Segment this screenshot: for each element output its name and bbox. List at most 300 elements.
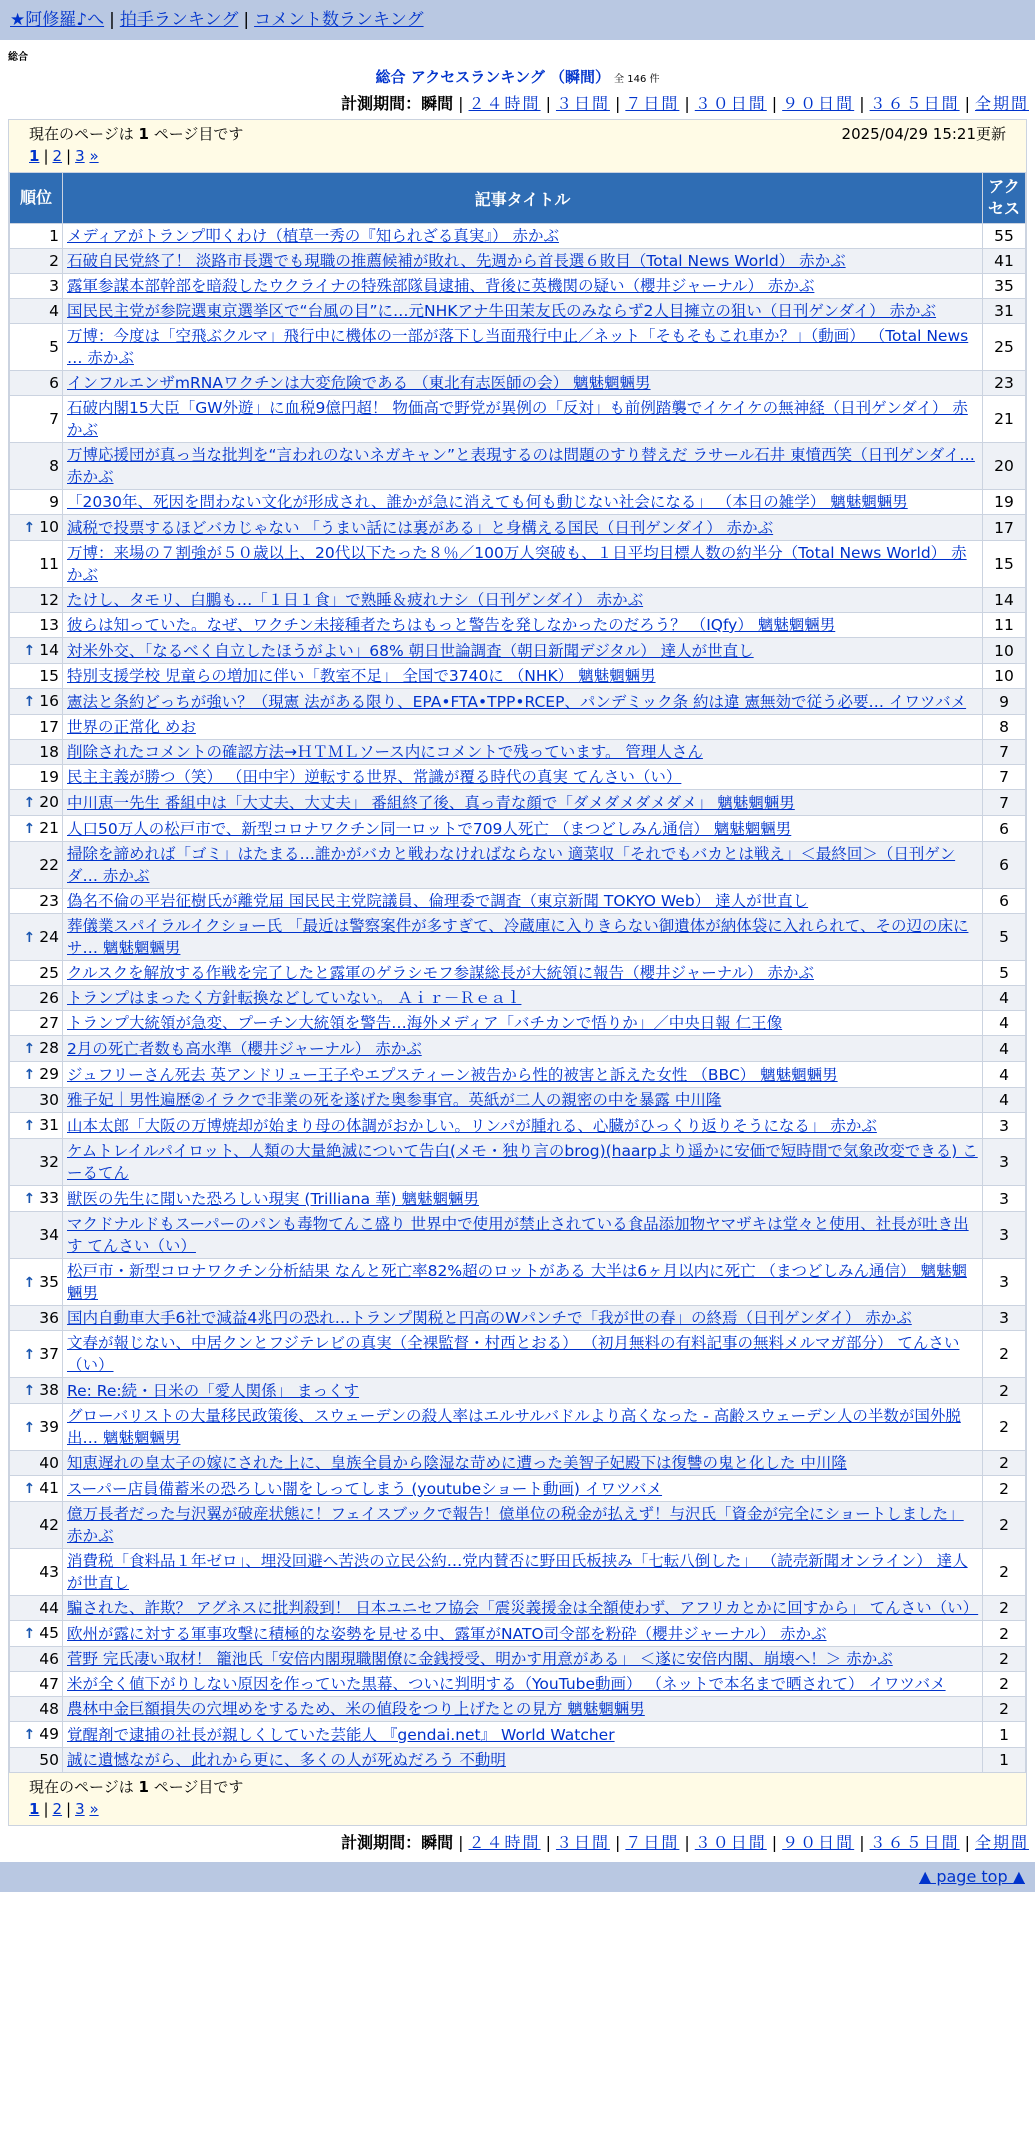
access-count: 6 [983, 816, 1025, 841]
table-row [10, 1404, 1025, 1450]
access-count: 2 [983, 1378, 1025, 1403]
ranking-container [8, 119, 1027, 1826]
rank-cell [10, 842, 62, 888]
page-link-3[interactable]: » [89, 1800, 99, 1818]
rank-number: 6 [49, 374, 59, 392]
access-count: 10 [983, 638, 1025, 663]
ranking-title-text: 総合 アクセスランキング （瞬間） [375, 68, 611, 86]
table-row [10, 1036, 1025, 1061]
title-cell [63, 1113, 982, 1138]
rank-up-arrow-icon: ↑ [23, 1274, 36, 1291]
article-title-link[interactable]: 獣医の先生に聞いた恐ろしい現実 (Trilliana 華) 魑魅魍魎男 [67, 1189, 479, 1208]
rank-cell [10, 1378, 62, 1403]
access-count: 21 [983, 396, 1025, 442]
title-cell [63, 1306, 982, 1330]
rank-cell [10, 1549, 62, 1595]
rank-number: 10 [39, 518, 59, 536]
title-cell [63, 1672, 982, 1696]
rank-number: 11 [39, 555, 59, 573]
article-title-link[interactable]: 山本太郎「大阪の万博焼却が始まり母の体調がおかしい。リンパが腫れる、心臓がひっくり返りそうになる」 赤かぶ [67, 1116, 877, 1135]
period-option-2[interactable]: ３日間 [555, 94, 610, 113]
rank-number: 24 [39, 927, 59, 946]
article-title-link[interactable]: 欧州が露に対する軍事攻撃に積極的な姿勢を見せる中、露軍がNATO司令部を粉砕（櫻井ジャーナル） 赤かぶ [67, 1624, 827, 1643]
title-cell [63, 715, 982, 739]
rank-number: 48 [39, 1700, 59, 1718]
title-cell [63, 324, 982, 370]
rank-number: 9 [49, 493, 59, 511]
table-row [10, 1672, 1025, 1696]
period-separator: | [684, 1833, 690, 1852]
table-row [10, 816, 1025, 841]
article-title-link[interactable]: ジュフリーさん死去 英アンドリュー王子やエプスティーン被告から性的被害と訴えた女性 （BBC） 魑魅魍魎男 [67, 1065, 838, 1084]
article-title-link[interactable]: 騙された、詐欺？ アグネスに批判殺到！ 日本ユニセフ協会「震災義援金は全額使わず、アフリカとかに回すから」 てんさい（い） [67, 1599, 979, 1617]
table-row [10, 765, 1025, 789]
access-count: 35 [983, 274, 1025, 298]
table-row [10, 1011, 1025, 1035]
article-title-link[interactable]: 国民民主党が参院選東京選挙区で“台風の目”に…元NHKアナ牛田茉友氏のみならず2人目擁立の狙い（日刊ゲンダイ） 赤かぶ [67, 302, 937, 320]
title-cell [63, 249, 982, 273]
page-link-3[interactable]: » [89, 147, 99, 165]
article-title-link[interactable]: 知恵遅れの皇太子の嫁にされた上に、皇族全員から陰湿な苛めに遭った美智子妃殿下は復讐の鬼と化した 中川隆 [67, 1454, 847, 1472]
period-separator: | [545, 94, 551, 113]
rank-number: 3 [49, 277, 59, 295]
table-row [10, 1139, 1025, 1185]
article-title-link[interactable]: 万博：来場の７割強が５０歳以上、20代以下たった８％／100万人突破も、１日平均目標人数の約半分（Total News World） 赤かぶ [67, 544, 967, 584]
rank-number: 31 [39, 1116, 59, 1134]
title-cell [63, 1722, 982, 1747]
table-row [10, 1697, 1025, 1721]
period-option-6[interactable]: ３６５日間 [869, 94, 960, 113]
access-count: 6 [983, 889, 1025, 913]
table-row [10, 638, 1025, 663]
access-count: 2 [983, 1621, 1025, 1646]
table-row [10, 1212, 1025, 1258]
article-title-link[interactable]: 米が全く値下がりしない原因を作っていた黒幕、ついに判明する（YouTube動画） （ネットで本名まで晒されて） イワツバメ [67, 1675, 946, 1693]
article-title-link[interactable]: たけし、タモリ、白鵬も…「１日１食」で熟睡＆疲れナシ（日刊ゲンダイ） 赤かぶ [67, 591, 644, 609]
page-top-link[interactable]: ▲ page top ▲ [918, 1867, 1025, 1886]
title-cell [63, 1502, 982, 1548]
article-title-link[interactable]: 憲法と条約どっちが強い？（現憲 法がある限り、EPA•FTA•TPP•RCEP、パンデミック条 約は違 憲無効で従う必要… イワツバメ [67, 692, 967, 711]
rank-number: 23 [39, 892, 59, 910]
rank-number: 13 [39, 616, 59, 634]
article-title-link[interactable]: 2月の死亡者数も高水準（櫻井ジャーナル） 赤かぶ [67, 1039, 422, 1058]
table-row [10, 1502, 1025, 1548]
rank-number: 14 [39, 641, 59, 659]
table-row [10, 1378, 1025, 1403]
article-title-link[interactable]: 誠に遺憾ながら、此れから更に、多くの人が死ぬだろう 不動明 [67, 1751, 506, 1769]
article-title-link[interactable]: インフルエンザmRNAワクチンは大変危険である （東北有志医師の会） 魑魅魍魎男 [67, 374, 651, 392]
table-row [10, 1549, 1025, 1595]
title-cell [63, 1404, 982, 1450]
period-option-1[interactable]: ２４時間 [468, 94, 541, 113]
rank-cell [10, 914, 62, 960]
access-count: 4 [983, 1088, 1025, 1112]
period-label: 計測期間： [341, 1833, 422, 1852]
rank-cell [10, 1139, 62, 1185]
article-title-link[interactable]: 雅子妃｜男性遍歴②イラクで非業の死を遂げた奥参事官。英紙が二人の親密の中を暴露 中川隆 [67, 1091, 722, 1109]
table-row [10, 274, 1025, 298]
access-count: 9 [983, 689, 1025, 714]
rank-cell [10, 613, 62, 637]
article-title-link[interactable]: 彼らは知っていた。なぜ、ワクチン未接種者たちはもっと警告を発しなかったのだろう？ （IQfy） 魑魅魍魎男 [67, 616, 836, 634]
access-count: 10 [983, 664, 1025, 688]
access-count: 2 [983, 1476, 1025, 1501]
period-separator: | [614, 1833, 621, 1852]
article-title-link[interactable]: 減税で投票するほどバカじゃない 「うまい話には裏がある」と身構える国民（日刊ゲンダイ） 赤かぶ [67, 518, 774, 537]
rank-number: 42 [39, 1516, 59, 1534]
rank-up-arrow-icon: ↑ [23, 1067, 36, 1083]
period-option-5[interactable]: ９０日間 [782, 94, 855, 113]
title-cell [63, 1036, 982, 1061]
rank-number: 46 [39, 1650, 59, 1668]
access-count: 3 [983, 1186, 1025, 1211]
nav-link-1[interactable]: 拍手ランキング [119, 10, 239, 30]
title-cell [63, 1331, 982, 1377]
rank-number: 45 [39, 1624, 59, 1642]
article-title-link[interactable]: クルスクを解放する作戦を完了したと露軍のゲラシモフ参謀総長が大統領に報告（櫻井ジャーナル） 赤かぶ [67, 964, 814, 982]
table-row [10, 588, 1025, 612]
page-link-2[interactable]: 3 [75, 1800, 85, 1818]
updated-timestamp: 2025/04/29 15:21更新 [841, 125, 1006, 143]
access-count: 15 [983, 541, 1025, 587]
title-cell [63, 515, 982, 540]
nav-link-2[interactable]: コメント数ランキング [254, 10, 424, 30]
article-title-link[interactable]: 石破内閣15大臣「GW外遊」に血税9億円超！ 物価高で野党が異例の「反対」も前例踏襲でイケイケの無神経（日刊ゲンダイ） 赤かぶ [67, 399, 968, 439]
rank-number: 7 [49, 410, 59, 428]
article-title-link[interactable]: 「2030年、死因を問わない文化が形成され、誰かが急に消えても何も動じない社会になる」 （本日の雑学） 魑魅魍魎男 [67, 493, 908, 511]
rank-number: 41 [39, 1479, 59, 1497]
access-count: 2 [983, 1549, 1025, 1595]
period-separator: | [771, 1833, 778, 1852]
page-link-1[interactable]: 2 [52, 147, 63, 165]
article-title-link[interactable]: 石破自民党終了！ 淡路市長選でも現職の推薦候補が敗れ、先週から首長選６敗目（Total News World） 赤かぶ [67, 252, 846, 270]
access-count: 3 [983, 1259, 1025, 1305]
rank-cell [10, 324, 62, 370]
rank-up-arrow-icon: ↑ [23, 821, 36, 837]
access-count: 4 [983, 986, 1025, 1010]
table-row [10, 299, 1025, 323]
title-cell [63, 1596, 982, 1620]
table-row [10, 515, 1025, 540]
article-title-link[interactable]: 菅野 完氏凄い取材！ 籠池氏「安倍内閣現職閣僚に金銭授受、明かす用意がある」 ＜遂に安倍内閣、崩壊へ！＞ 赤かぶ [67, 1650, 893, 1668]
title-cell [63, 765, 982, 789]
rank-number: 44 [39, 1599, 59, 1617]
rank-cell [10, 961, 62, 985]
title-cell [63, 1647, 982, 1671]
article-title-link[interactable]: Re: Re:続・日米の「愛人関係」 まっくす [67, 1381, 360, 1400]
period-separator: | [859, 1833, 865, 1852]
title-cell [63, 541, 982, 587]
title-cell [63, 1139, 982, 1185]
rank-cell [10, 1088, 62, 1112]
rank-cell [10, 249, 62, 273]
rank-cell [10, 816, 62, 841]
table-row [10, 689, 1025, 714]
title-cell [63, 1088, 982, 1112]
title-cell [63, 443, 982, 489]
period-option-7[interactable]: 全期間 [974, 94, 1029, 113]
period-option-3[interactable]: ７日間 [625, 94, 680, 113]
rank-cell [10, 638, 62, 663]
rank-cell [10, 740, 62, 764]
article-title-link[interactable]: 松戸市・新型コロナワクチン分析結果 なんと死亡率82%超のロットがある 大半は6ヶ月以内に死亡 （まつどしみん通信） 魑魅魍魎男 [67, 1262, 967, 1302]
period-separator: | [458, 94, 464, 113]
nav-separator: | [243, 10, 250, 30]
nav-separator: | [109, 10, 115, 30]
title-cell [63, 1259, 982, 1305]
table-row [10, 1088, 1025, 1112]
access-count: 4 [983, 1011, 1025, 1035]
access-count: 8 [983, 715, 1025, 739]
title-cell [63, 299, 982, 323]
rank-cell [10, 371, 62, 395]
access-count: 5 [983, 961, 1025, 985]
table-row [10, 1621, 1025, 1646]
title-cell [63, 224, 982, 248]
rank-cell [10, 1672, 62, 1696]
period-separator: | [964, 94, 970, 113]
rank-cell [10, 889, 62, 913]
rank-cell [10, 986, 62, 1010]
title-cell [63, 664, 982, 688]
rank-number: 29 [39, 1065, 59, 1083]
rank-number: 33 [39, 1189, 59, 1207]
rank-up-arrow-icon: ↑ [23, 1727, 36, 1743]
rank-number: 22 [39, 856, 59, 874]
title-cell [63, 1451, 982, 1475]
article-title-link[interactable]: トランプはまったく方針転換などしていない。 Ａｉｒ－Ｒｅａｌ [67, 989, 522, 1007]
article-title-link[interactable]: 消費税「食料品１年ゼロ」、埋没回避へ苦渋の立民公約…党内賛否に野田氏板挟み「七転八倒した」 （読売新聞オンライン） 達人が世直し [67, 1552, 968, 1592]
article-title-link[interactable]: 世界の正常化 めお [67, 718, 196, 736]
rank-up-arrow-icon: ↑ [23, 520, 36, 536]
table-row [10, 1331, 1025, 1377]
period-option-2[interactable]: ３日間 [555, 1833, 610, 1852]
rank-number: 17 [39, 718, 59, 736]
period-option-1[interactable]: ２４時間 [468, 1833, 541, 1852]
period-option-5[interactable]: ９０日間 [782, 1833, 855, 1852]
access-count: 20 [983, 443, 1025, 489]
rank-cell [10, 1062, 62, 1087]
page-separator: | [66, 147, 72, 165]
period-separator: | [964, 1833, 970, 1852]
article-title-link[interactable]: 掃除を諦めれば「ゴミ」はたまる…誰かがバカと戦わなければならない 適菜収「それでもバカとは戦え」＜最終回＞（日刊ゲンダ… 赤かぶ [67, 845, 956, 885]
title-cell [63, 914, 982, 960]
page-info-text-bottom: 現在のページは 1 ページ目です [29, 1778, 244, 1796]
page-link-0[interactable]: 1 [29, 1800, 40, 1818]
rank-number: 16 [39, 692, 59, 710]
article-title-link[interactable]: 億万長者だった与沢翼が破産状態に！フェイスブックで報告！億単位の税金が払えず！与沢氏「資金が完全にショートしました」 赤かぶ [67, 1505, 964, 1545]
rank-cell [10, 1722, 62, 1747]
title-cell [63, 1186, 982, 1211]
article-title-link[interactable]: 民主主義が勝つ（笑） （田中宇）逆転する世界、常識が覆る時代の真実 てんさい（い） [67, 768, 682, 786]
article-title-link[interactable]: 国内自動車大手6社で減益4兆円の恐れ…トランプ関税と円高のWパンチで「我が世の春」の終焉（日刊ゲンダイ） 赤かぶ [67, 1309, 912, 1327]
table-row [10, 664, 1025, 688]
article-title-link[interactable]: グローバリストの大量移民政策後、スウェーデンの殺人率はエルサルバドルより高くなった - 高齢スウェーデン人の半数が国外脱出… 魑魅魍魎男 [67, 1407, 961, 1447]
period-option-4[interactable]: ３０日間 [694, 94, 767, 113]
rank-number: 25 [39, 964, 59, 982]
rank-cell [10, 541, 62, 587]
period-option-4[interactable]: ３０日間 [694, 1833, 767, 1852]
access-count: 2 [983, 1697, 1025, 1721]
title-cell [63, 1062, 982, 1087]
article-title-link[interactable]: ケムトレイルパイロット、人類の大量絶滅について告白(メモ・独り言のbrog)(haarpより遥かに安価で短時間で気象改変できる) こーるてん [67, 1142, 978, 1182]
table-row [10, 613, 1025, 637]
rank-number: 37 [39, 1344, 59, 1363]
rank-cell [10, 1697, 62, 1721]
table-row [10, 740, 1025, 764]
access-count: 2 [983, 1451, 1025, 1475]
access-count: 7 [983, 765, 1025, 789]
rank-number: 5 [49, 338, 59, 356]
rank-up-arrow-icon: ↑ [23, 1346, 36, 1363]
rank-up-arrow-icon: ↑ [23, 1383, 36, 1399]
access-count: 11 [983, 613, 1025, 637]
period-separator: | [545, 1833, 551, 1852]
table-row [10, 443, 1025, 489]
table-row [10, 371, 1025, 395]
rank-cell [10, 689, 62, 714]
rank-cell [10, 1476, 62, 1501]
top-nav-bar [0, 0, 1035, 40]
category-label: 総合 [8, 52, 28, 63]
rank-number: 4 [49, 302, 59, 320]
rank-cell [10, 1212, 62, 1258]
rank-up-arrow-icon: ↑ [23, 1419, 36, 1436]
period-separator: | [859, 94, 865, 113]
access-count: 3 [983, 1306, 1025, 1330]
article-title-link[interactable]: 葬儀業スパイラルイクショー氏 「最近は警察案件が多すぎて、冷蔵庫に入りきらない御遺体が納体袋に入れられて、その辺の床にサ… 魑魅魍魎男 [67, 917, 969, 957]
rank-up-arrow-icon: ↑ [23, 1041, 36, 1057]
rank-number: 2 [49, 252, 59, 270]
article-title-link[interactable]: 対米外交、「なるべく自立したほうがよい」68% 朝日世論調査（朝日新聞デジタル） 達人が世直し [67, 641, 754, 660]
page-link-0[interactable]: 1 [29, 147, 40, 165]
title-cell [63, 842, 982, 888]
title-cell [63, 1748, 982, 1772]
article-title-link[interactable]: 文春が報じない、中居クンとフジテレビの真実（全裸監督・村西とおる） （初月無料の有料記事の無料メルマガ部分） てんさい（い） [67, 1334, 960, 1374]
rank-cell [10, 443, 62, 489]
period-option-0: 瞬間 [421, 1833, 454, 1852]
article-title-link[interactable]: マクドナルドもスーパーのパンも毒物てんこ盛り 世界中で使用が禁止されている食品添加物ヤマザキは堂々と使用、社長が吐き出す てんさい（い） [67, 1215, 969, 1255]
table-row [10, 324, 1025, 370]
table-row [10, 224, 1025, 248]
access-count: 7 [983, 790, 1025, 815]
period-label: 計測期間： [341, 94, 422, 113]
title-cell [63, 790, 982, 815]
rank-up-arrow-icon: ↑ [23, 694, 36, 710]
page-separator: | [66, 1800, 72, 1818]
period-option-3[interactable]: ７日間 [625, 1833, 680, 1852]
pagination-top [29, 146, 1006, 166]
article-title-link[interactable]: 万博：今度は「空飛ぶクルマ」飛行中に機体の一部が落下し当面飛行中止／ネット「そもそもこれ車か？」（動画） （Total News … 赤かぶ [67, 327, 969, 367]
rank-number: 30 [39, 1091, 59, 1109]
title-cell [63, 274, 982, 298]
article-title-link[interactable]: 万博応援団が真っ当な批判を“言われのないネガキャン”と表現するのは問題のすり替えだ ラサール石井 東憤西笑（日刊ゲンダイ… 赤かぶ [67, 446, 975, 486]
header-title: 記事タイトル [63, 173, 982, 223]
access-count: 1 [983, 1748, 1025, 1772]
rank-up-arrow-icon: ↑ [23, 1626, 36, 1642]
table-row [10, 490, 1025, 514]
article-title-link[interactable]: 削除されたコメントの確認方法→ＨＴＭＬソース内にコメントで残っています。 管理人さん [67, 743, 703, 761]
rank-number: 21 [39, 819, 59, 837]
table-row [10, 249, 1025, 273]
rank-number: 47 [39, 1675, 59, 1693]
rank-number: 8 [49, 457, 59, 475]
rank-cell [10, 1748, 62, 1772]
period-separator: | [614, 94, 621, 113]
table-row [10, 842, 1025, 888]
access-count: 25 [983, 324, 1025, 370]
rank-cell [10, 1113, 62, 1138]
rank-cell [10, 274, 62, 298]
article-title-link[interactable]: 覚醒剤で逮捕の社長が親しくしていた芸能人 『gendai.net』 World Watcher [67, 1725, 615, 1744]
period-separator: | [458, 1833, 464, 1852]
rank-up-arrow-icon: ↑ [23, 1481, 36, 1497]
title-cell [63, 1621, 982, 1646]
title-cell [63, 1212, 982, 1258]
period-selector-bottom [0, 1832, 1029, 1854]
rank-number: 38 [39, 1381, 59, 1399]
page-info-bottom [9, 1773, 1026, 1825]
access-count: 4 [983, 1036, 1025, 1061]
article-title-link[interactable]: トランプ大統領が急変、プーチン大統領を警告…海外メディア「バチカンで悟りか」／中央日報 仁王像 [67, 1014, 783, 1032]
rank-cell [10, 396, 62, 442]
access-count: 7 [983, 740, 1025, 764]
article-title-link[interactable]: 露軍参謀本部幹部を暗殺したウクライナの特殊部隊員逮捕、背後に英機関の疑い（櫻井ジャーナル） 赤かぶ [67, 277, 815, 295]
article-title-link[interactable]: 特別支援学校 児童らの増加に伴い「教室不足」 全国で3740に （NHK） 魑魅魍魎男 [67, 667, 656, 685]
rank-number: 50 [39, 1751, 59, 1769]
table-row [10, 1186, 1025, 1211]
period-option-7[interactable]: 全期間 [974, 1833, 1029, 1852]
title-cell [63, 740, 982, 764]
page-link-1[interactable]: 2 [52, 1800, 63, 1818]
rank-number: 43 [39, 1563, 59, 1581]
article-title-link[interactable]: スーパー店員備蓄米の恐ろしい闇をしってしまう (youtubeショート動画) イワツバメ [67, 1479, 663, 1498]
rank-number: 20 [39, 793, 59, 811]
table-row [10, 541, 1025, 587]
rank-cell [10, 515, 62, 540]
rank-cell [10, 1306, 62, 1330]
title-cell [63, 613, 982, 637]
article-title-link[interactable]: 農林中金巨額損失の穴埋めをするため、米の値段をつり上げたとの見方 魑魅魍魎男 [67, 1700, 645, 1718]
rank-cell [10, 224, 62, 248]
rank-up-arrow-icon: ↑ [23, 1118, 36, 1134]
article-title-link[interactable]: メディアがトランプ叩くわけ（植草一秀の『知られざる真実』） 赤かぶ [67, 227, 559, 245]
access-count: 3 [983, 1139, 1025, 1185]
period-option-6[interactable]: ３６５日間 [869, 1833, 960, 1852]
table-row [10, 1748, 1025, 1772]
table-row [10, 396, 1025, 442]
article-title-link[interactable]: 人口50万人の松戸市で、新型コロナワクチン同一ロットで709人死亡 （まつどしみん通信） 魑魅魍魎男 [67, 819, 792, 838]
table-row [10, 1062, 1025, 1087]
ranking-table [9, 172, 1026, 1773]
header-access: アクセス [983, 173, 1025, 223]
article-title-link[interactable]: 中川恵一先生 番組中は「大丈夫、大丈夫」 番組終了後、真っ青な顔で「ダメダメダメダメ」 魑魅魍魎男 [67, 793, 795, 812]
table-row [10, 1722, 1025, 1747]
access-count: 6 [983, 842, 1025, 888]
nav-link-0[interactable]: ★阿修羅♪へ [10, 10, 105, 30]
title-cell [63, 986, 982, 1010]
table-row [10, 1306, 1025, 1330]
rank-number: 36 [39, 1309, 59, 1327]
access-count: 4 [983, 1062, 1025, 1087]
page-separator: | [43, 1800, 49, 1818]
access-count: 14 [983, 588, 1025, 612]
title-cell [63, 638, 982, 663]
article-title-link[interactable]: 偽名不倫の平岩征樹氏が離党届 国民民主党院議員、倫理委で調査（東京新聞 TOKYO Web） 達人が世直し [67, 892, 809, 910]
rank-number: 15 [39, 667, 59, 685]
footer-bar [0, 1862, 1035, 1892]
page-link-2[interactable]: 3 [75, 147, 85, 165]
